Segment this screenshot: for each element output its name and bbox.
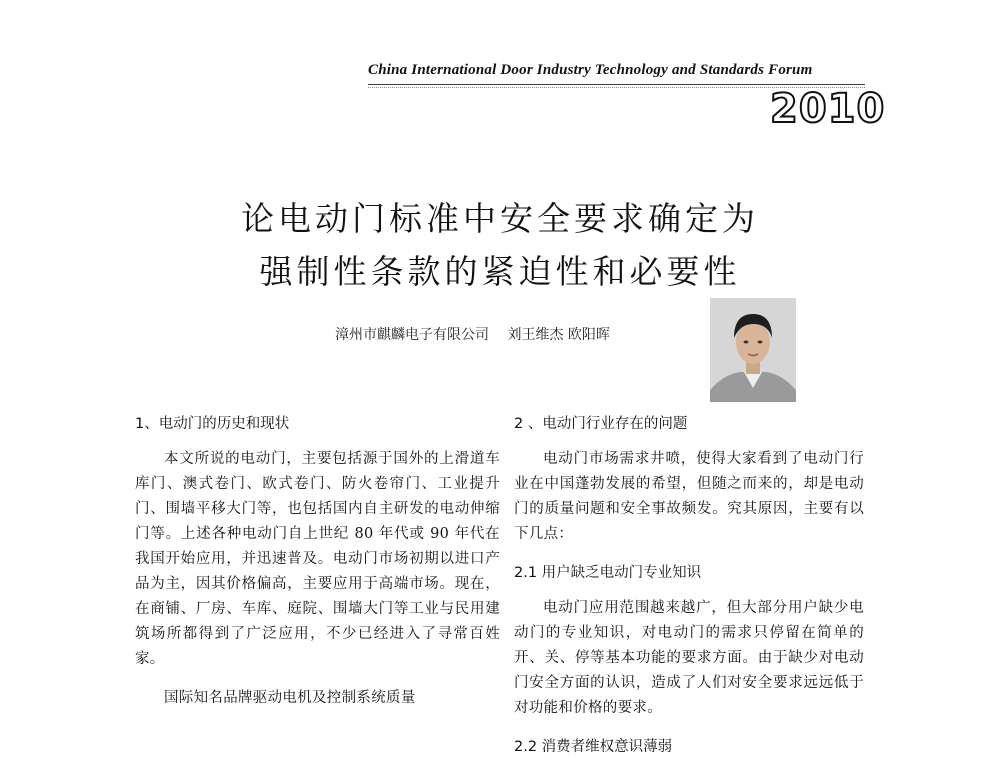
section-1-paragraph-1: 本文所说的电动门，主要包括源于国外的上滑道车库门、澳式卷门、欧式卷门、防火卷帘门、工业提升门、围墙平移大门等，也包括国内自主研发的电动伸缩门等。上述各种电动门自上世纪 80 年代或 90 年代在我国开始应用，并迅速普及。电动门市场初期以进口产品为主，因其价格偏高，主要应用于高端市场。现在，在商铺、厂房、车库、庭院、围墙大门等工业与民用建筑场所都得到了广泛应用，不少已经进入了寻常百姓家。 [135, 451, 500, 667]
subsection-2-1-heading: 2.1 用户缺乏电动门专业知识 [514, 565, 702, 581]
section-1-heading: 1、电动门的历史和现状 [135, 416, 290, 432]
forum-header: China International Door Industry Technology and Standards Forum [368, 62, 813, 78]
right-column [514, 412, 864, 767]
header-rule [368, 84, 865, 85]
author-affiliation: 漳州市麒麟电子有限公司 [335, 327, 489, 343]
title-line-2: 强制性条款的紧迫性和必要性 [259, 252, 741, 291]
left-column [135, 412, 500, 718]
subsection-2-1-paragraph: 电动门应用范围越来越广，但大部分用户缺少电动门的专业知识，对电动门的需求只停留在简单的开、关、停等基本功能的要求方面。由于缺少对电动门安全方面的认识，造成了人们对安全要求远远低于对功能和价格的要求。 [514, 600, 864, 716]
section-2-heading: 2 、电动门行业存在的问题 [514, 416, 688, 432]
author-names: 刘王维杰 欧阳晖 [507, 327, 610, 343]
article-title [150, 192, 850, 298]
section-1-paragraph-2: 国际知名品牌驱动电机及控制系统质量 [164, 690, 416, 704]
subsection-2-2-heading: 2.2 消费者维权意识薄弱 [514, 739, 673, 753]
section-2-paragraph-1: 电动门市场需求井喷，使得大家看到了电动门行业在中国蓬勃发展的希望，但随之而来的，却是电动门的质量问题和安全事故频发。究其原因，主要有以下几点： [514, 451, 864, 542]
author-portrait-image [710, 298, 796, 402]
author-line [335, 324, 624, 344]
forum-year: 2010 [770, 86, 886, 132]
title-line-1: 论电动门标准中安全要求确定为 [241, 199, 759, 238]
author-photo [710, 298, 796, 402]
